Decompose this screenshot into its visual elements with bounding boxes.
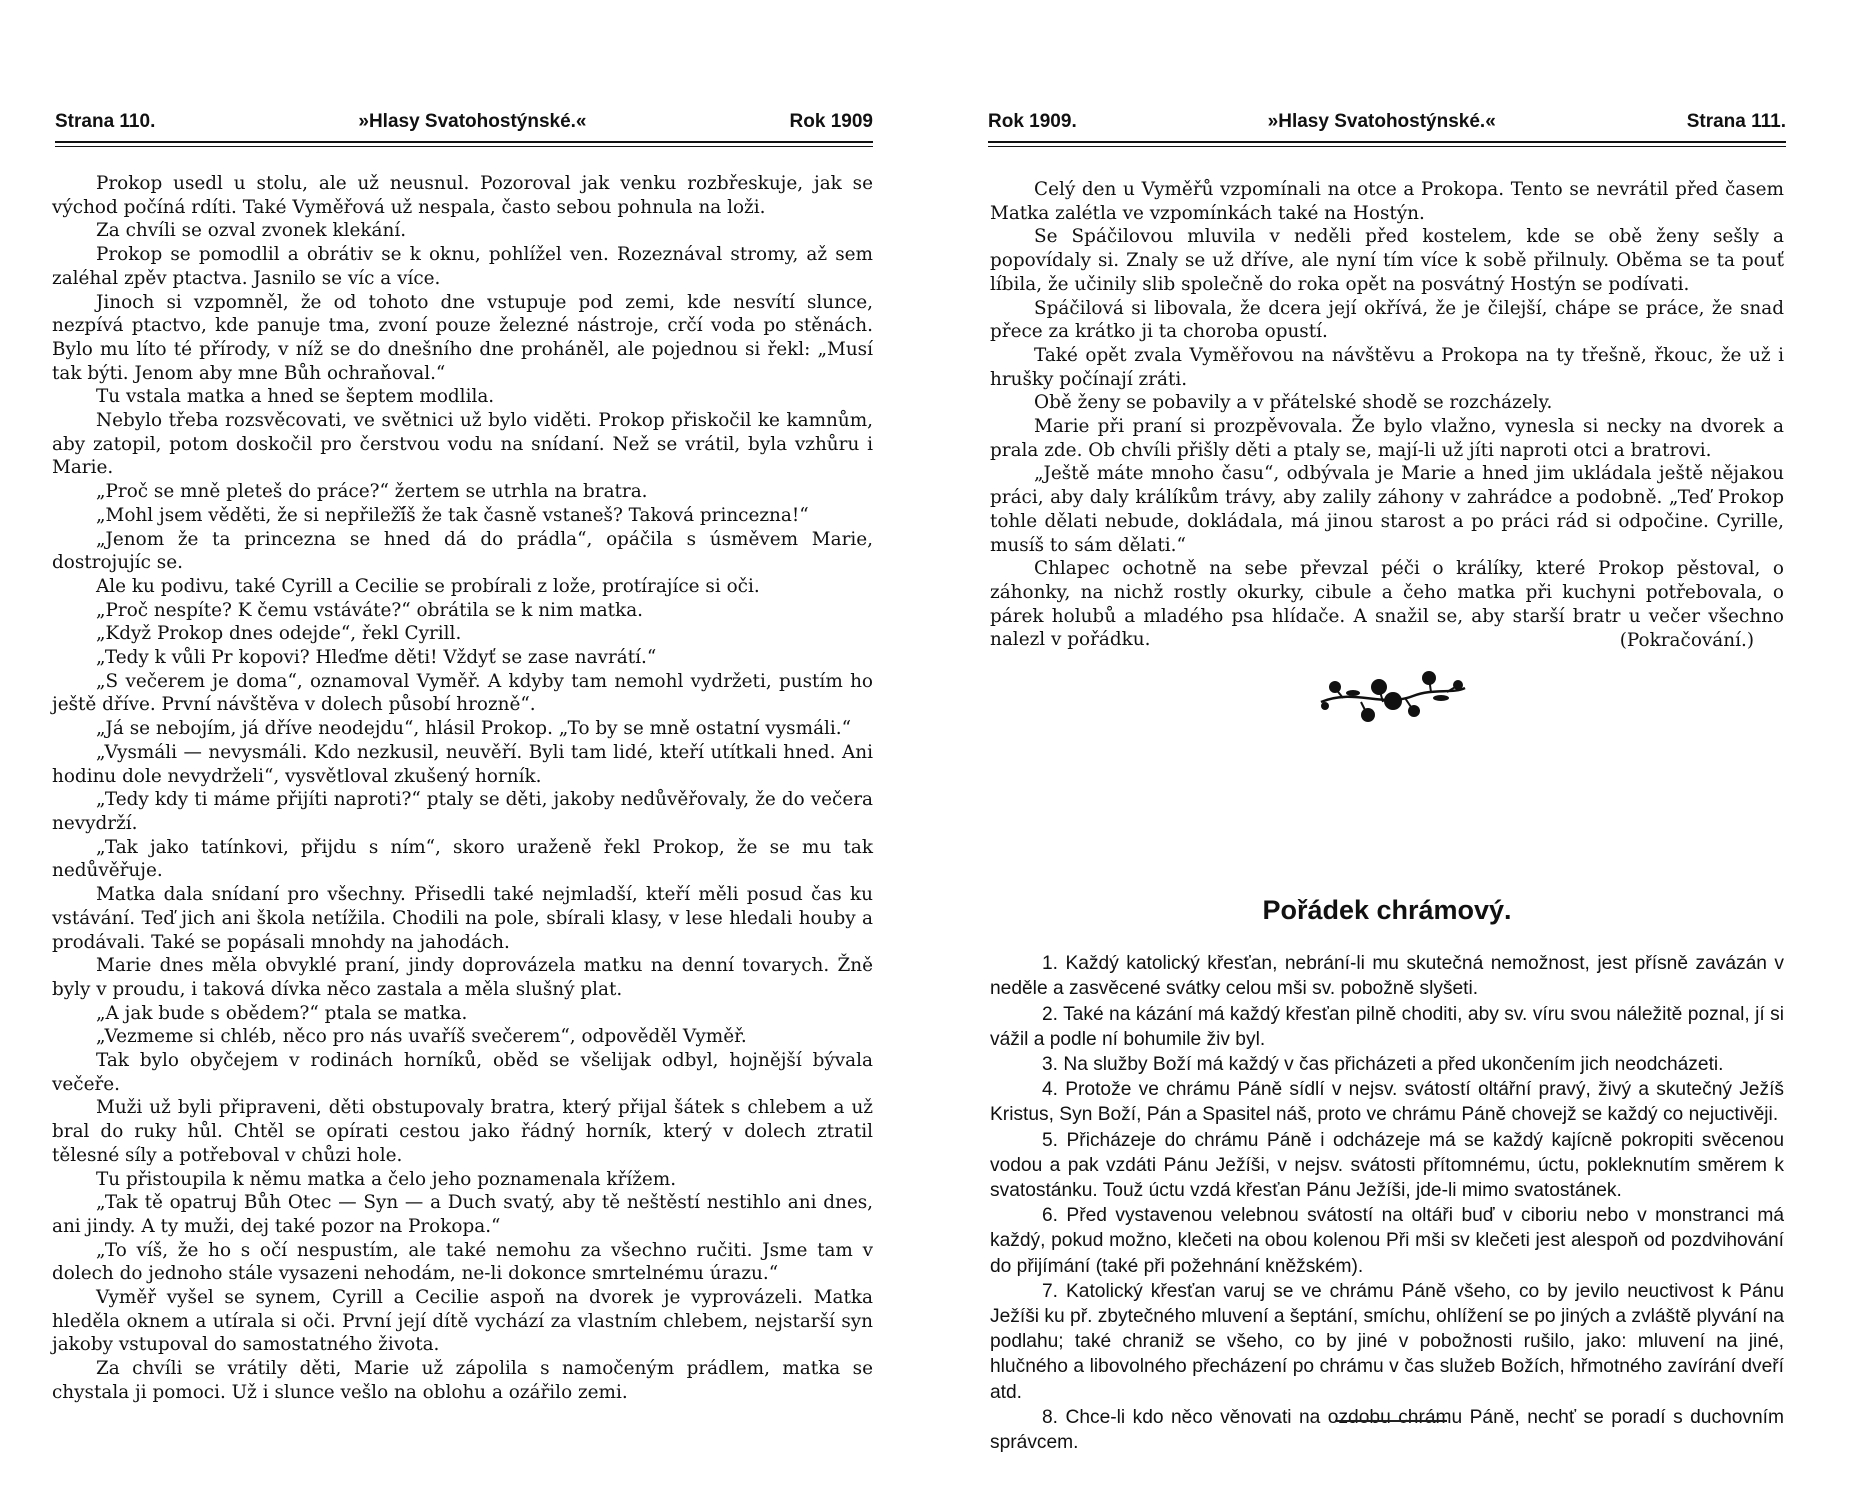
paragraph: „Mohl jsem věděti, že si nepřileží̌š že tak časně vstaneš? Taková princezna!“ — [96, 504, 809, 526]
story-text — [52, 172, 873, 1405]
paragraph: Muži už byli připraveni, děti obstupovaly bratra, který přijal šátek s chlebem a už bral do ruky hůl. Chtěl se opírati cestou jako řádný horník, který v dolech ztratil tělesné síly a potřeboval v chůzi hole. — [52, 1097, 873, 1166]
paragraph: Vyměř vyšel se synem, Cyrill a Cecilie aspoň na dvorek je vyprovázeli. Matka hleděla oknem a utírala si oči. První její dítě vychází za vlastním chlebem, nejstarší syn jakoby vstupoval do samostatného života. — [52, 1287, 873, 1356]
paragraph: „Když Prokop dnes odejde“, řekl Cyrill. — [96, 623, 462, 645]
paragraph: „Tedy kdy ti máme přijíti naproti?“ ptaly se děti, jakoby nedůvěřovaly, že do večera nevydrží. — [52, 789, 873, 834]
paragraph: „Vysmáli — nevysmáli. Kdo nezkusil, neuvěří. Byli tam lidé, kteří utítkali hned. Ani hodinu dole nevydrželi“, vysvětloval zkušený horník. — [52, 741, 873, 787]
rule-item: 5. Přicházeje do chrámu Páně i odcházeje má se každý kajícně pokropiti svěcenou vodou a pak vzdáti Pánu Ježíši, v nejsv. svátosti přítomnému, úctu, pokleknutím směrem k svatostánku. Touž úctu vzdá křesťan Pánu Ježíši, jde-li mimo svatostánek. — [990, 1129, 1784, 1202]
paragraph: Prokop se pomodlil a obrátiv se k oknu, pohlížel ven. Rozeznával stromy, až sem zaléhal zpěv ptactva. Jasnilo se víc a více. — [52, 244, 873, 289]
floral-ornament-icon — [1313, 668, 1473, 732]
paragraph: Jinoch si vzpomněl, že od tohoto dne vstupuje pod zemi, kde nesvítí slunce, nezpívá ptactvo, kde panuje tma, zvoní pouze železné nástroje, crčí voda po stěnách. Bylo mu líto té přírody, v níž se do dnešního dne proháněl, ale pojednou si řekl: „Musí tak býti. Jenom aby mne Bůh ochraňoval.“ — [52, 291, 873, 384]
paragraph: Marie při praní si prozpěvovala. Že bylo vlažno, vynesla si necky na dvorek a prala zde. Ob chvíli přišly děti a ptaly se, mají-li už jíti naproti otci a bratrovi. — [990, 416, 1784, 461]
paragraph: „Proč nespíte? K čemu vstáváte?“ obrátila se k nim matka. — [96, 599, 644, 621]
header-rule — [55, 141, 873, 143]
story-text — [990, 178, 1784, 653]
paragraph: Celý den u Vyměřů vzpomínali na otce a Prokopa. Tento se nevrátil před časem Matka zalétla ve vzpomínkách také na Hostýn. — [990, 179, 1784, 224]
year: Rok 1909 — [789, 111, 873, 132]
paragraph: „Tak jako tatínkovi, přijdu s ním“, skoro uraženě řekl Prokop, že se mu tak nedůvěřuje. — [52, 836, 873, 882]
journal-title: »Hlasy Svatohostýnské.« — [358, 111, 587, 132]
paragraph: Tak bylo obyčejem v rodinách horníků, oběd se všelijak odbyl, hojnější bývala večeře. — [52, 1050, 873, 1095]
page-header — [55, 108, 873, 136]
paragraph: Nebylo třeba rozsvěcovati, ve světnici už bylo viděti. Prokop přiskočil ke kamnům, aby zatopil, potom doskočil pro čerstvou vodu na snídaní. Než se vrátil, byla vzhůru i Marie. — [52, 410, 873, 479]
paragraph: Také opět zvala Vyměřovou na návštěvu a Prokopa na ty třešně, řkouc, že už i hrušky počínají zráti. — [990, 344, 1784, 390]
paragraph: Ale ku podivu, také Cyrill a Cecilie se probírali z lože, protírajíce si oči. — [96, 575, 760, 597]
paragraph: „To víš, že ho s očí nespustím, ale také nemohu za všechno ručiti. Jsme tam v dolech do jednoho stále vysazeni nehodám, ne-li dokonce smrtelnému úrazu.“ — [52, 1239, 873, 1285]
journal-title: »Hlasy Svatohostýnské.« — [1267, 111, 1496, 132]
paragraph: „A jak bude s obědem?“ ptala se matka. — [96, 1002, 468, 1024]
rule-item: 1. Každý katolický křesťan, nebrání-li mu skutečná nemožnost, jest přísně zavázán v neděle a zasvěcené svátky celou mši sv. pobožně slyšeti. — [990, 953, 1784, 1000]
rule-item: 3. Na služby Boží má každý v čas přicházeti a před ukončením jich neodcházeti. — [1042, 1054, 1724, 1076]
paragraph: Chlapec ochotně na sebe převzal péči o králíky, které Prokop pěstoval, o záhonky, na nichž rostly okurky, cibule a čeho matka při kuchyni potřebovala, o párek holubů a mladého psa hlídače. A snažil se, aby starší bratr u večer všechno nalezl v pořádku. — [990, 558, 1784, 651]
paragraph: „Tak tě opatruj Bůh Otec — Syn — a Duch svatý, aby tě neštěstí nestihlo ani dnes, ani jindy. A ty muži, dej také pozor na Prokopa.“ — [52, 1192, 873, 1237]
paragraph: „Tedy k vůli Pr kopovi? Hleďme děti! Vždyť se zase navrátí.“ — [96, 647, 657, 669]
paragraph: „Jenom že ta princezna se hned dá do prádla“, opáčila s úsměvem Marie, dostrojujíc se. — [52, 528, 873, 574]
paragraph: Matka dala snídaní pro všechny. Přisedli také nejmladší, kteří měli posud čas ku vstávání. Teď jich ani škola netížila. Chodili na pole, sbírali klasy, v lese hledali houby a prodávali. Také se popásali mnohdy na jahodách. — [52, 884, 873, 953]
paragraph: Marie dnes měla obvyklé praní, jindy doprovázela matku na denní tovarych. Žně byly v proudu, i taková dívka něco zastala a měla slušný plat. — [52, 955, 873, 1000]
paragraph: „Proč se mně pleteš do práce?“ žertem se utrhla na bratra. — [96, 481, 648, 503]
paragraph: „Ještě máte mnoho času“, odbývala je Marie a hned jim ukládala ještě nějakou práci, aby daly králíkům trávy, aby zalily záhony v zahrádce a podobně. „Teď Prokop tohle dělati nebude, dokládala, má jinou starost a po práci rád si odpočine. Cyrille, musíš to sám dělati.“ — [990, 463, 1784, 556]
paragraph: Prokop usedl u stolu, ale už neusnul. Pozoroval jak venku rozbřeskuje, jak se východ počíná rdíti. Také Vyměřová už nespala, často sebou pohnula na loži. — [52, 173, 873, 218]
paragraph: Obě ženy se pobavily a v přátelské shodě se rozcházely. — [1034, 392, 1553, 414]
header-rule-thin — [988, 146, 1786, 147]
year: Rok 1909. — [988, 111, 1077, 132]
rule-item: 8. Chce-li kdo něco věnovati na ozdobu chrámu Páně, nechť se poradí s duchovním správcem. — [990, 1406, 1784, 1454]
paragraph: „Vezmeme si chléb, něco pro nás uvaříš svečerem“, odpověděl Vyměř. — [96, 1026, 747, 1048]
page-header — [988, 108, 1786, 136]
right-page — [928, 0, 1856, 1500]
rule-item: 4. Protože ve chrámu Páně sídlí v nejsv. svátostí oltářní pravý, živý a skutečný Ježíš Kristus, Syn Boží, Pán a Spasitel náš, proto ve chrámu Páně chovejž se každý co nejuctivěji. — [990, 1079, 1784, 1126]
section-title: Pořádek chrámový. — [1262, 895, 1512, 925]
continued-note: (Pokračování.) — [1619, 630, 1754, 652]
page-number: Strana 110. — [55, 111, 156, 132]
paragraph: Za chvíli se ozval zvonek klekání. — [96, 220, 407, 242]
church-rules-section — [990, 895, 1784, 1455]
rule-item: 6. Před vystavenou velebnou svátostí na oltáři buď v ciboriu nebo v monstranci má každý, pokud možno, klečeti na obou kolenou Při mši sv klečeti jest alespoň od pozdvihování do přijímání (také při požehnání kněžském). — [990, 1205, 1784, 1277]
paragraph: „Já se nebojím, já dříve neodejdu“, hlásil Prokop. „To by se mně ostatní vysmáli.“ — [96, 718, 852, 740]
paragraph: „S večerem je doma“, oznamoval Vyměř. A kdyby tam nemohl vydržeti, pustím ho ještě dříve. První návštěva v dolech působí hrozně“. — [52, 670, 873, 716]
rule-item: 2. Také na kázání má každý křesťan pilně choditi, aby sv. víru svou náležitě poznal, jí si vážil a podle ní bohumile živ byl. — [990, 1003, 1784, 1050]
paragraph: Spáčilová si libovala, že dcera její okřívá, že je čilejší, chápe se práce, že snad přece za krátko ji ta choroba opustí. — [990, 297, 1784, 343]
closing-rule — [1335, 1420, 1447, 1422]
paragraph: Za chvíli se vrátily děti, Marie už zápolila s namočeným prádlem, matka se chystala ji pomoci. Už i slunce vešlo na oblohu a ozářilo zemi. — [52, 1358, 873, 1403]
header-rule-thin — [55, 146, 873, 147]
rule-item: 7. Katolický křesťan varuj se ve chrámu Páně všeho, co by jevilo neuctivost k Pánu Ježíši ku př. zbytečného mluvení a šeptání, smíchu, ohlížení se po jiných a zvláště plyvání na podlahu; také chraniž se všeho, co by jiné v pobožnosti rušilo, jako: mluvení na jiné, hlučného a libovolného přecházení po chrámu v čas služeb Božích, hřmotného zavírání dveří atd. — [990, 1280, 1784, 1403]
paragraph: Tu přistoupila k němu matka a čelo jeho poznamenala křížem. — [96, 1168, 677, 1190]
paragraph: Se Spáčilovou mluvila v neděli před kostelem, kde se obě ženy sešly a popovídaly si. Znaly se už dříve, ale nyní tím více k sobě přilnuly. Oběma se ta pouť líbila, že učinily slib společně do roka opět na posvátný Hostýn se podívati. — [990, 226, 1784, 295]
page-number: Strana 111. — [1686, 111, 1786, 132]
paragraph: Tu vstala matka a hned se šeptem modlila. — [96, 386, 495, 408]
header-rule — [988, 141, 1786, 143]
